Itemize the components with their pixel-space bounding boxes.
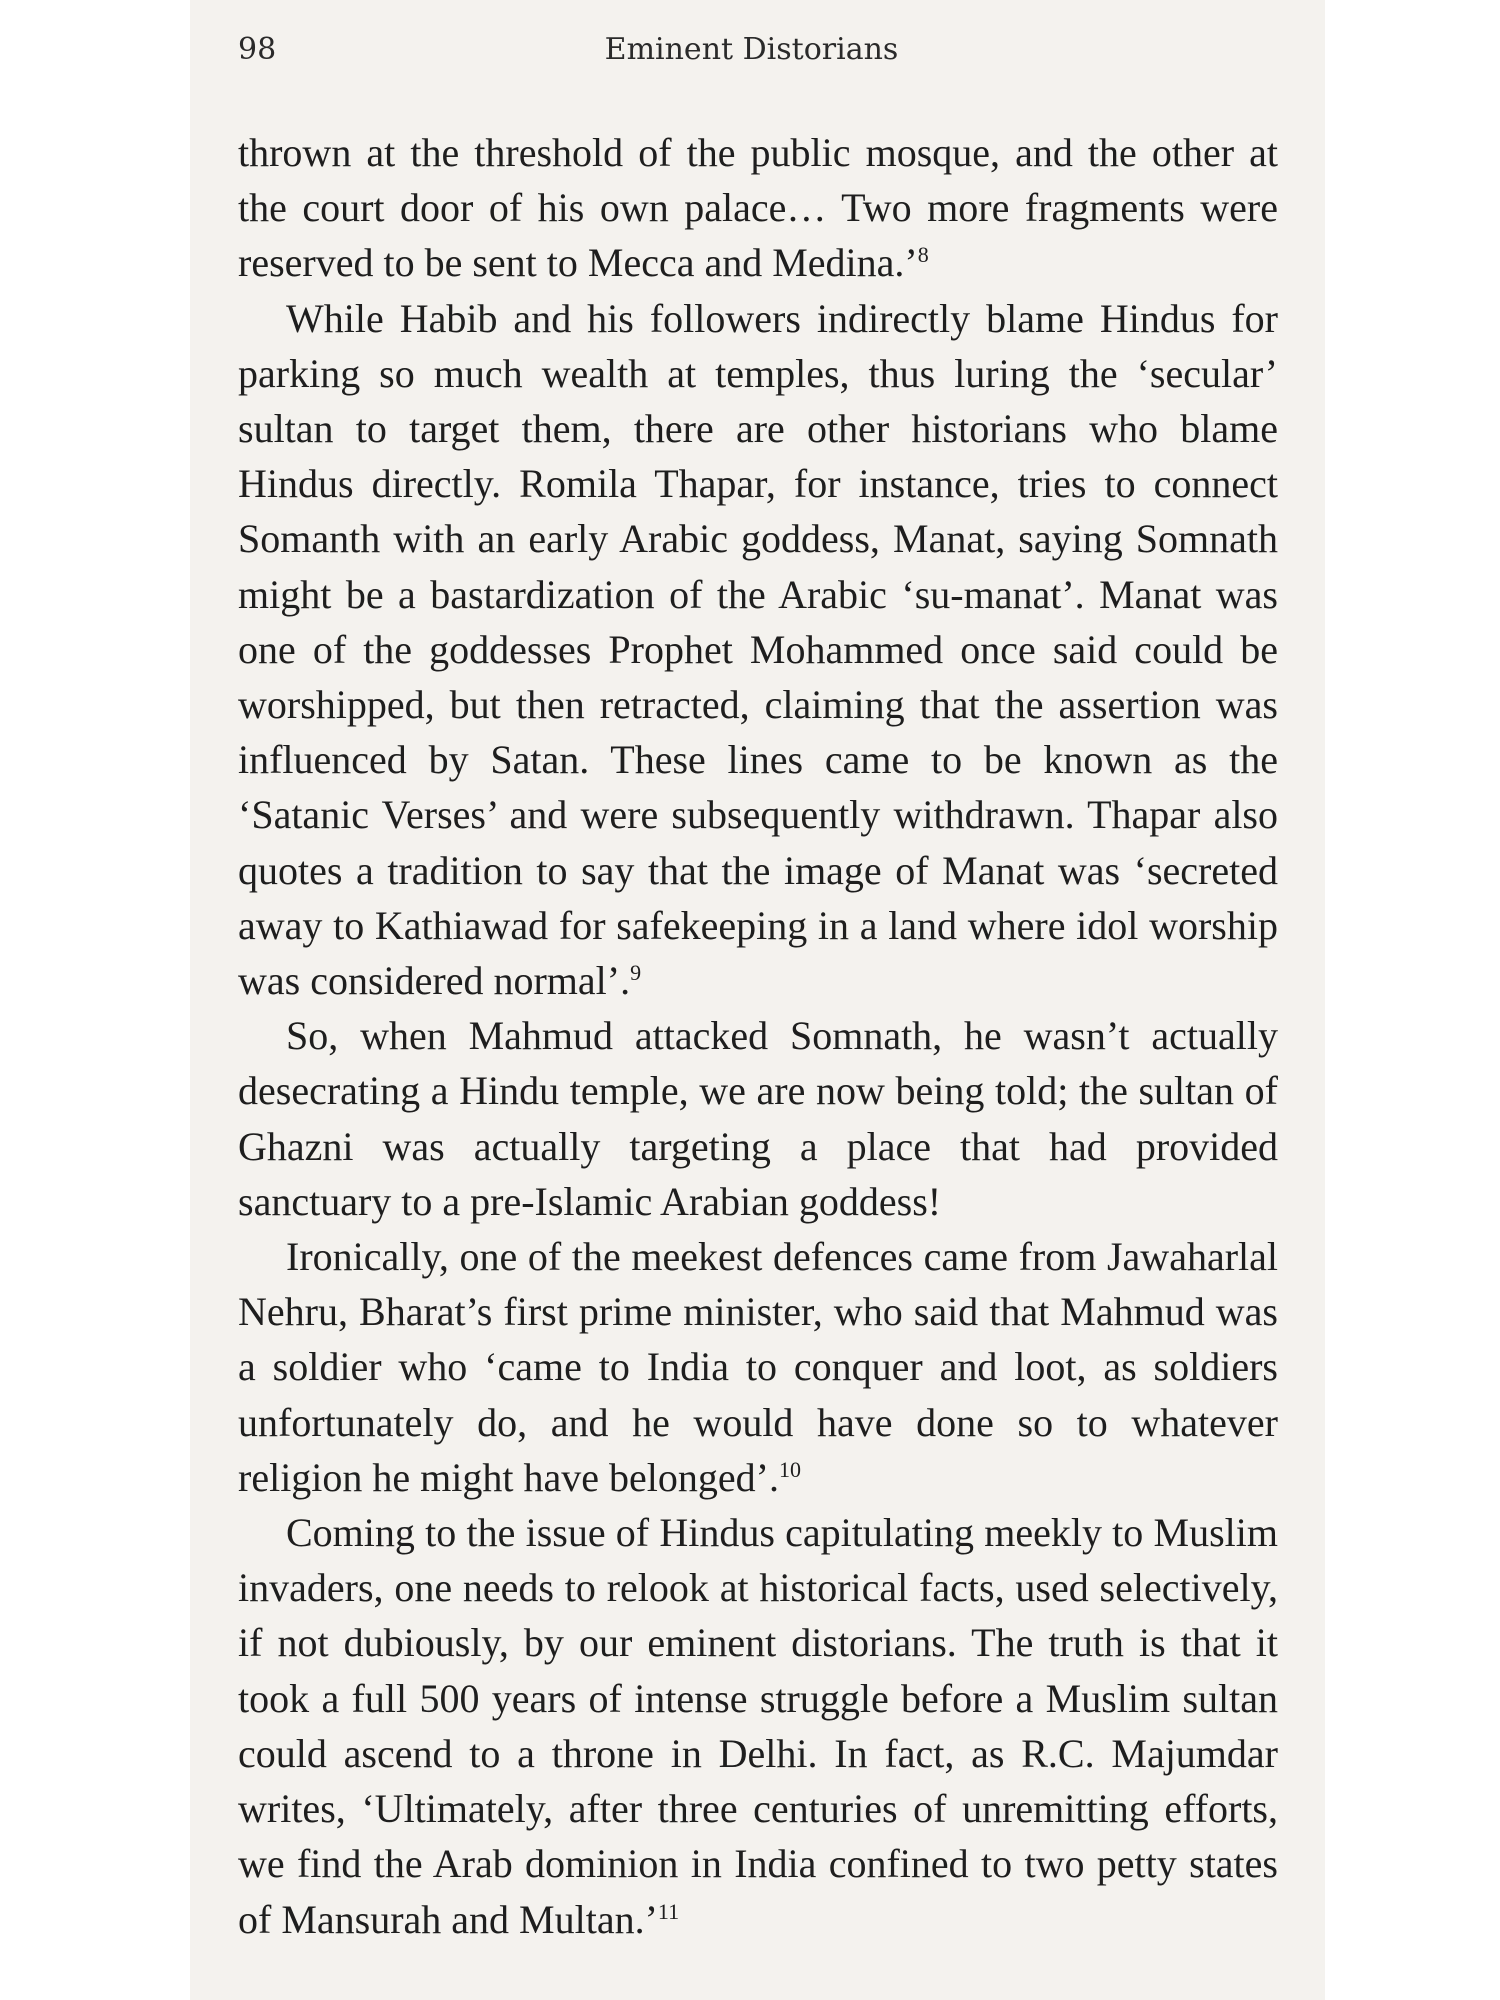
footnote-marker: 8 <box>917 242 929 268</box>
paragraph <box>238 1229 1278 1505</box>
running-head: Eminent Distorians <box>604 32 899 67</box>
paragraph-text: While Habib and his followers indirectly blame Hindus for parking so much wealth at temples, thus luring the ‘secular’ sultan to target them, there are other historians who blame Hindus directly. Romila Thapar, for instance, tries to connect Somanth with an early Arabic goddess, Manat, saying Somnath might be a bastardization of the Arabic ‘su-manat’. Manat was one of the goddesses Prophet Mohammed once said could be worshipped, but then retracted, claiming that the assertion was influenced by Satan. These lines came to be known as the ‘Satanic Verses’ and were subsequently withdrawn. Thapar also quotes a tradition to say that the image of Manat was ‘secreted away to Kathiawad for safekeeping in a land where idol worship was considered normal’. <box>238 295 1278 1004</box>
paragraph-text: Coming to the issue of Hindus capitulating meekly to Muslim invaders, one needs to relook at historical facts, used selectively, if not dubiously, by our eminent distorians. The truth is that it took a full 500 years of intense struggle before a Muslim sultan could ascend to a throne in Delhi. In fact, as R.C. Majumdar writes, ‘Ultimately, after three centuries of unremitting efforts, we find the Arab dominion in India confined to two petty states of Mansurah and Multan.’ <box>238 1510 1278 1942</box>
paragraph <box>238 1505 1278 1947</box>
page-number: 98 <box>238 32 277 67</box>
paragraph-text: Ironically, one of the meekest defences came from Jawaharlal Nehru, Bharat’s first prime minister, who said that Mahmud was a soldier who ‘came to India to conquer and loot, as soldiers unfortunately do, and he would have done so to whatever religion he might have belonged’. <box>238 1234 1278 1500</box>
book-page <box>190 0 1325 2000</box>
paragraph <box>238 1008 1278 1229</box>
paragraph-text: thrown at the threshold of the public mosque, and the other at the court door of his own palace… Two more fragments were reserved to be sent to Mecca and Medina.’ <box>238 130 1278 286</box>
page-header <box>238 32 1265 72</box>
paragraph-continued <box>238 125 1278 291</box>
paragraph-text: So, when Mahmud attacked Somnath, he wasn’t actually desecrating a Hindu temple, we are now being told; the sultan of Ghazni was actually targeting a place that had provided sanctuary to a pre-Islamic Arabian goddess! <box>238 1013 1278 1224</box>
footnote-marker: 10 <box>778 1456 801 1482</box>
body-text <box>238 125 1278 1947</box>
footnote-marker: 11 <box>657 1898 680 1924</box>
footnote-marker: 9 <box>630 960 642 986</box>
paragraph <box>238 291 1278 1009</box>
